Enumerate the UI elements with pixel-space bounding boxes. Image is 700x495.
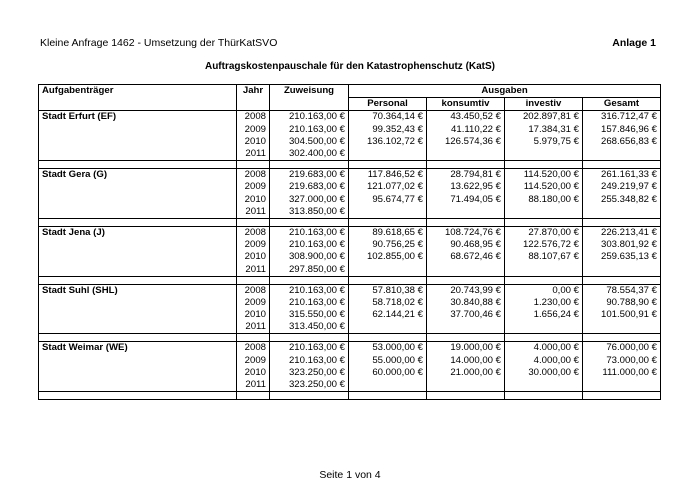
entity-name: Stadt Weimar (WE) [39,342,237,355]
cell-zuweisung: 210.163,00 € [270,124,349,136]
cell-investiv: 114.520,00 € [505,181,583,193]
cell-personal: 62.144,21 € [349,309,427,321]
cell-zuweisung: 315.550,00 € [270,309,349,321]
cell-personal [349,321,427,334]
cell-personal: 95.674,77 € [349,194,427,206]
cell-zuweisung: 313.450,00 € [270,321,349,334]
cell-jahr: 2009 [237,297,270,309]
cell-konsumtiv: 108.724,76 € [427,226,505,239]
table-header-row-2 [39,98,661,111]
cell-zuweisung: 210.163,00 € [270,226,349,239]
cell-konsumtiv: 126.574,36 € [427,136,505,148]
cell-konsumtiv: 21.000,00 € [427,367,505,379]
column-header-konsumtiv: konsumtiv [427,98,505,111]
cell-gesamt: 111.000,00 € [583,367,661,379]
cell-personal: 58.718,02 € [349,297,427,309]
table-row [39,148,661,161]
cell-personal: 70.364,14 € [349,111,427,124]
cell-konsumtiv: 13.622,95 € [427,181,505,193]
cell-gesamt: 226.213,41 € [583,226,661,239]
cell-gesamt: 78.554,37 € [583,284,661,297]
cell-zuweisung: 210.163,00 € [270,355,349,367]
cell-gesamt [583,321,661,334]
table-row [39,251,661,263]
table-row [39,111,661,124]
entity-name-spacer [39,206,237,219]
cell-investiv [505,206,583,219]
entity-name-spacer [39,367,237,379]
cell-investiv: 30.000,00 € [505,367,583,379]
group-spacer-row [39,334,661,342]
cell-zuweisung: 219.683,00 € [270,169,349,182]
cell-zuweisung: 313.850,00 € [270,206,349,219]
cell-jahr: 2008 [237,169,270,182]
entity-name: Stadt Gera (G) [39,169,237,182]
page-number: Seite 1 von 4 [319,469,381,481]
cell-konsumtiv: 43.450,52 € [427,111,505,124]
cell-personal [349,263,427,276]
cell-konsumtiv: 71.494,05 € [427,194,505,206]
cell-konsumtiv: 37.700,46 € [427,309,505,321]
cell-zuweisung: 302.400,00 € [270,148,349,161]
entity-name: Stadt Erfurt (EF) [39,111,237,124]
cell-jahr: 2008 [237,111,270,124]
table-row [39,206,661,219]
column-header-personal: Personal [349,98,427,111]
cell-zuweisung: 327.000,00 € [270,194,349,206]
table-row [39,284,661,297]
cell-investiv: 4.000,00 € [505,342,583,355]
entity-name: Stadt Suhl (SHL) [39,284,237,297]
cell-gesamt: 157.846,96 € [583,124,661,136]
cell-personal: 60.000,00 € [349,367,427,379]
table-header-row-1 [39,85,661,98]
entity-name-spacer [39,194,237,206]
table-row [39,239,661,251]
cell-konsumtiv [427,321,505,334]
cell-konsumtiv [427,206,505,219]
table-row [39,309,661,321]
cell-personal [349,148,427,161]
cell-konsumtiv: 90.468,95 € [427,239,505,251]
cell-konsumtiv: 68.672,46 € [427,251,505,263]
entity-name-spacer [39,251,237,263]
cell-gesamt [583,263,661,276]
group-spacer-row [39,218,661,226]
group-spacer-row [39,161,661,169]
column-header-aufgabentraeger: Aufgabenträger [39,85,237,98]
table-row [39,342,661,355]
table-row [39,124,661,136]
cell-gesamt: 249.219,97 € [583,181,661,193]
cell-personal: 89.618,65 € [349,226,427,239]
cell-investiv: 4.000,00 € [505,355,583,367]
attachment-label: Anlage 1 [612,37,656,49]
table-row [39,194,661,206]
entity-name-spacer [39,124,237,136]
cell-konsumtiv: 19.000,00 € [427,342,505,355]
cell-gesamt: 76.000,00 € [583,342,661,355]
cell-investiv: 122.576,72 € [505,239,583,251]
cell-investiv: 88.180,00 € [505,194,583,206]
cell-zuweisung: 210.163,00 € [270,284,349,297]
cell-jahr: 2010 [237,136,270,148]
group-spacer-row [39,392,661,400]
column-header-ausgaben: Ausgaben [349,85,661,98]
table-row [39,379,661,392]
cell-jahr: 2008 [237,342,270,355]
cell-zuweisung: 210.163,00 € [270,111,349,124]
column-header-investiv: investiv [505,98,583,111]
entity-name-spacer [39,379,237,392]
cell-investiv: 5.979,75 € [505,136,583,148]
cell-investiv: 88.107,67 € [505,251,583,263]
cell-personal: 55.000,00 € [349,355,427,367]
table-row [39,263,661,276]
cell-investiv: 202.897,81 € [505,111,583,124]
cell-personal: 136.102,72 € [349,136,427,148]
cell-konsumtiv: 41.110,22 € [427,124,505,136]
cell-konsumtiv: 20.743,99 € [427,284,505,297]
cell-jahr: 2009 [237,239,270,251]
cell-zuweisung: 210.163,00 € [270,342,349,355]
cell-konsumtiv: 30.840,88 € [427,297,505,309]
cell-zuweisung: 210.163,00 € [270,239,349,251]
cell-jahr: 2010 [237,309,270,321]
cell-jahr: 2010 [237,367,270,379]
page-title: Auftragskostenpauschale für den Katastrophenschutz (KatS) [204,61,496,72]
cell-konsumtiv [427,263,505,276]
entity-name-spacer [39,263,237,276]
cell-jahr: 2011 [237,379,270,392]
cell-zuweisung: 210.163,00 € [270,297,349,309]
cell-investiv: 1.230,00 € [505,297,583,309]
cell-personal [349,206,427,219]
cell-personal: 57.810,38 € [349,284,427,297]
cell-konsumtiv [427,148,505,161]
group-spacer-row [39,276,661,284]
entity-name-spacer [39,297,237,309]
cell-gesamt: 261.161,33 € [583,169,661,182]
entity-name-spacer [39,321,237,334]
document-header-title: Kleine Anfrage 1462 - Umsetzung der ThürKatSVO [40,37,278,49]
cell-investiv [505,379,583,392]
cell-konsumtiv: 14.000,00 € [427,355,505,367]
cell-gesamt: 303.801,92 € [583,239,661,251]
cell-zuweisung: 219.683,00 € [270,181,349,193]
cell-jahr: 2008 [237,284,270,297]
cell-personal [349,379,427,392]
entity-name-spacer [39,239,237,251]
cell-zuweisung: 308.900,00 € [270,251,349,263]
cell-investiv: 17.384,31 € [505,124,583,136]
cell-gesamt: 316.712,47 € [583,111,661,124]
table-row [39,169,661,182]
cell-gesamt: 101.500,91 € [583,309,661,321]
cost-table [38,84,661,400]
column-header-zuweisung: Zuweisung [270,85,349,98]
cell-jahr: 2010 [237,251,270,263]
entity-name-spacer [39,148,237,161]
cell-gesamt [583,379,661,392]
cell-gesamt: 90.788,90 € [583,297,661,309]
cell-investiv: 1.656,24 € [505,309,583,321]
entity-name-spacer [39,309,237,321]
table-row [39,367,661,379]
cell-personal: 99.352,43 € [349,124,427,136]
cell-zuweisung: 323.250,00 € [270,379,349,392]
table-row [39,136,661,148]
table-row [39,181,661,193]
cell-zuweisung: 297.850,00 € [270,263,349,276]
cell-zuweisung: 323.250,00 € [270,367,349,379]
cell-jahr: 2010 [237,194,270,206]
cell-konsumtiv [427,379,505,392]
column-header-jahr: Jahr [237,85,270,98]
cell-investiv: 114.520,00 € [505,169,583,182]
entity-name-spacer [39,136,237,148]
cell-gesamt: 255.348,82 € [583,194,661,206]
cell-personal: 117.846,52 € [349,169,427,182]
cell-jahr: 2011 [237,321,270,334]
cell-investiv [505,263,583,276]
entity-name-spacer [39,181,237,193]
table-row [39,355,661,367]
entity-name-spacer [39,355,237,367]
cell-gesamt: 73.000,00 € [583,355,661,367]
cell-gesamt [583,206,661,219]
column-header-gesamt: Gesamt [583,98,661,111]
cell-zuweisung: 304.500,00 € [270,136,349,148]
cell-investiv: 0,00 € [505,284,583,297]
cell-jahr: 2011 [237,263,270,276]
cell-investiv: 27.870,00 € [505,226,583,239]
cell-jahr: 2011 [237,206,270,219]
cell-investiv [505,148,583,161]
cell-gesamt [583,148,661,161]
table-row [39,226,661,239]
cell-konsumtiv: 28.794,81 € [427,169,505,182]
cell-personal: 102.855,00 € [349,251,427,263]
cell-personal: 53.000,00 € [349,342,427,355]
table-body [39,111,661,400]
cell-jahr: 2008 [237,226,270,239]
cell-personal: 121.077,02 € [349,181,427,193]
cell-investiv [505,321,583,334]
cell-gesamt: 268.656,83 € [583,136,661,148]
cell-personal: 90.756,25 € [349,239,427,251]
entity-name: Stadt Jena (J) [39,226,237,239]
cell-jahr: 2009 [237,124,270,136]
cell-jahr: 2009 [237,181,270,193]
cell-gesamt: 259.635,13 € [583,251,661,263]
table-row [39,297,661,309]
cell-jahr: 2011 [237,148,270,161]
cell-jahr: 2009 [237,355,270,367]
table-row [39,321,661,334]
